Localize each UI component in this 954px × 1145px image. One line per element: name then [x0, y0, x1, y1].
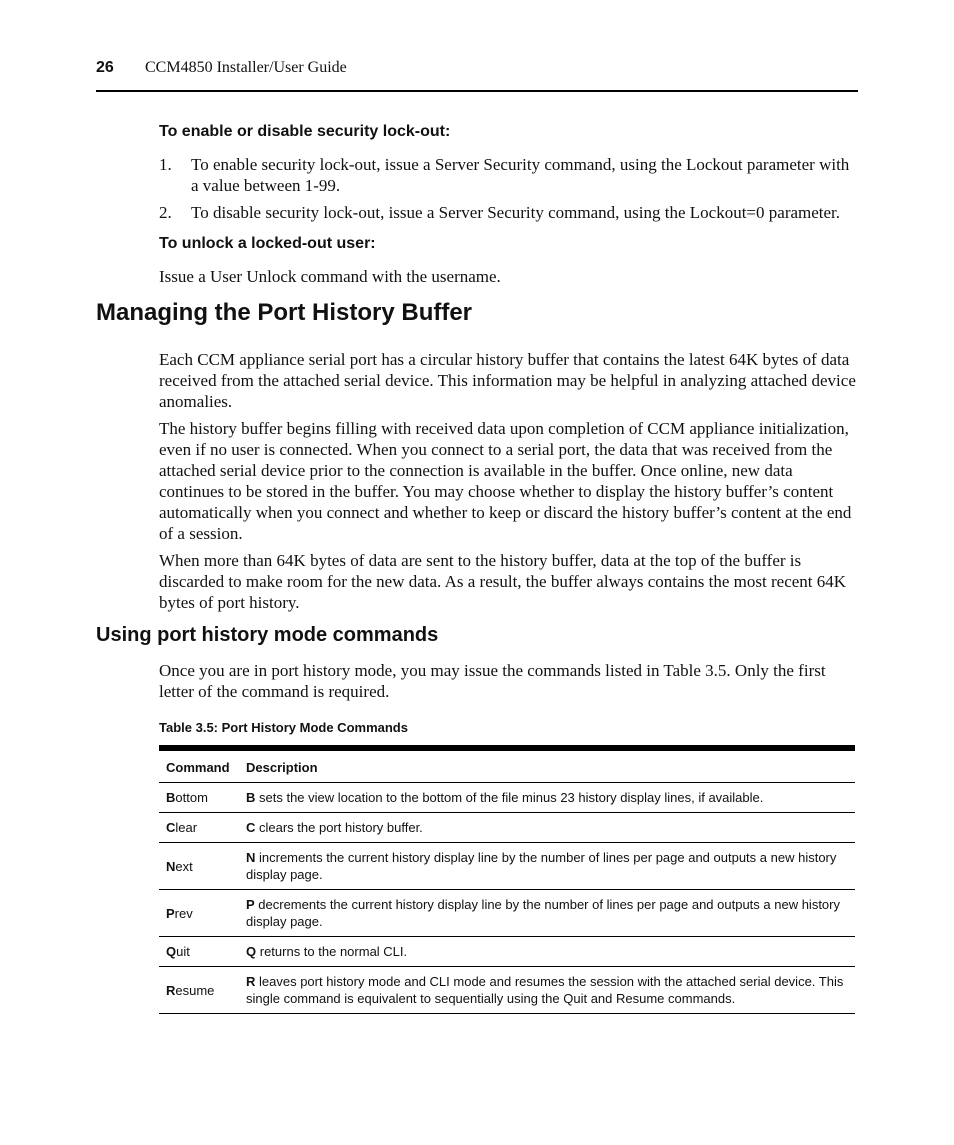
command-cell: [159, 783, 239, 813]
section-paragraph: When more than 64K bytes of data are sent to the history buffer, data at the top of the buffer is discarded to make room for the new data. As a result, the buffer always contains the most recent 64K bytes of port history.: [159, 551, 847, 612]
command-letter: R: [166, 982, 176, 998]
column-header-command: Command: [159, 751, 239, 783]
table-caption: Table 3.5: Port History Mode Commands: [159, 720, 408, 735]
description-cell: [239, 783, 855, 813]
commands-table: [159, 745, 855, 1014]
description-letter: B: [246, 790, 256, 805]
description-letter: P: [246, 897, 255, 912]
table-row: [159, 937, 855, 967]
command-letter: C: [166, 820, 176, 835]
command-letter: P: [166, 905, 175, 921]
command-cell: [159, 967, 239, 1014]
command-cell: [159, 890, 239, 937]
table-row: [159, 843, 855, 890]
description-text: leaves port history mode and CLI mode and resumes the session with the attached serial device. This single command is equivalent to sequentially using the Quit and Resume commands.: [246, 974, 844, 1006]
table-row: [159, 813, 855, 843]
table-header-row: [159, 751, 855, 783]
description-letter: C: [246, 820, 256, 835]
lockout-heading: To enable or disable security lock-out:: [159, 123, 451, 140]
description-text: decrements the current history display line by the number of lines per page and outputs a new history display page.: [246, 897, 840, 929]
description-text: sets the view location to the bottom of the file minus 23 history display lines, if available.: [255, 790, 764, 805]
step-text: To disable security lock-out, issue a Server Security command, using the Lockout=0 parameter.: [191, 203, 841, 222]
command-letter: Q: [166, 944, 177, 959]
command-rest: uit: [176, 944, 190, 959]
command-letter: B: [166, 790, 176, 805]
command-letter: N: [166, 858, 176, 874]
description-text: returns to the normal CLI.: [256, 944, 408, 959]
description-letter: N: [246, 850, 256, 865]
guide-title: CCM4850 Installer/User Guide: [145, 59, 347, 76]
description-cell: [239, 890, 855, 937]
table-row: [159, 783, 855, 813]
unlock-text: Issue a User Unlock command with the username.: [159, 267, 501, 286]
step-number: 1.: [159, 155, 172, 174]
section-paragraph: Each CCM appliance serial port has a circular history buffer that contains the latest 64K bytes of data received from the attached serial device. This information may be helpful in analyzing attached device anomalies.: [159, 350, 856, 411]
lockout-steps: [159, 154, 859, 229]
list-item: [159, 154, 859, 196]
command-cell: [159, 813, 239, 843]
step-number: 2.: [159, 203, 172, 222]
unlock-heading: To unlock a locked-out user:: [159, 235, 376, 252]
section-paragraph: The history buffer begins filling with received data upon completion of CCM appliance initialization, even if no user is connected. When you connect to a serial port, the data that was received from the attached serial device prior to the connection is available in the buffer. Once online, new data continues to be stored in the buffer. You may choose whether to display the history buffer’s content automatically when you connect and whether to keep or discard the history buffer’s content at the end of a session.: [159, 419, 852, 543]
description-letter: R: [246, 974, 256, 989]
page-header: [96, 59, 858, 92]
description-text: increments the current history display line by the number of lines per page and outputs a new history display page.: [246, 850, 837, 882]
command-rest: ext: [175, 858, 193, 874]
table-row: [159, 890, 855, 937]
command-cell: [159, 937, 239, 967]
column-header-description: Description: [239, 751, 855, 783]
command-cell: [159, 843, 239, 890]
description-letter: Q: [246, 944, 257, 959]
table-row: [159, 967, 855, 1014]
subsection-text: Once you are in port history mode, you may issue the commands listed in Table 3.5. Only the first letter of the command is required.: [159, 661, 826, 701]
command-rest: esume: [175, 982, 215, 998]
command-rest: ottom: [175, 790, 208, 805]
description-cell: [239, 937, 855, 967]
step-text: To enable security lock-out, issue a Server Security command, using the Lockout parameter with a value between 1-99.: [191, 155, 850, 195]
subsection-heading: Using port history mode commands: [96, 624, 439, 646]
page-number: 26: [96, 59, 114, 76]
description-cell: [239, 813, 855, 843]
description-cell: [239, 843, 855, 890]
list-item: [159, 202, 859, 223]
description-text: clears the port history buffer.: [255, 820, 423, 835]
command-rest: rev: [174, 905, 193, 921]
command-rest: lear: [175, 820, 198, 835]
description-cell: [239, 967, 855, 1014]
section-heading: Managing the Port History Buffer: [96, 299, 473, 326]
